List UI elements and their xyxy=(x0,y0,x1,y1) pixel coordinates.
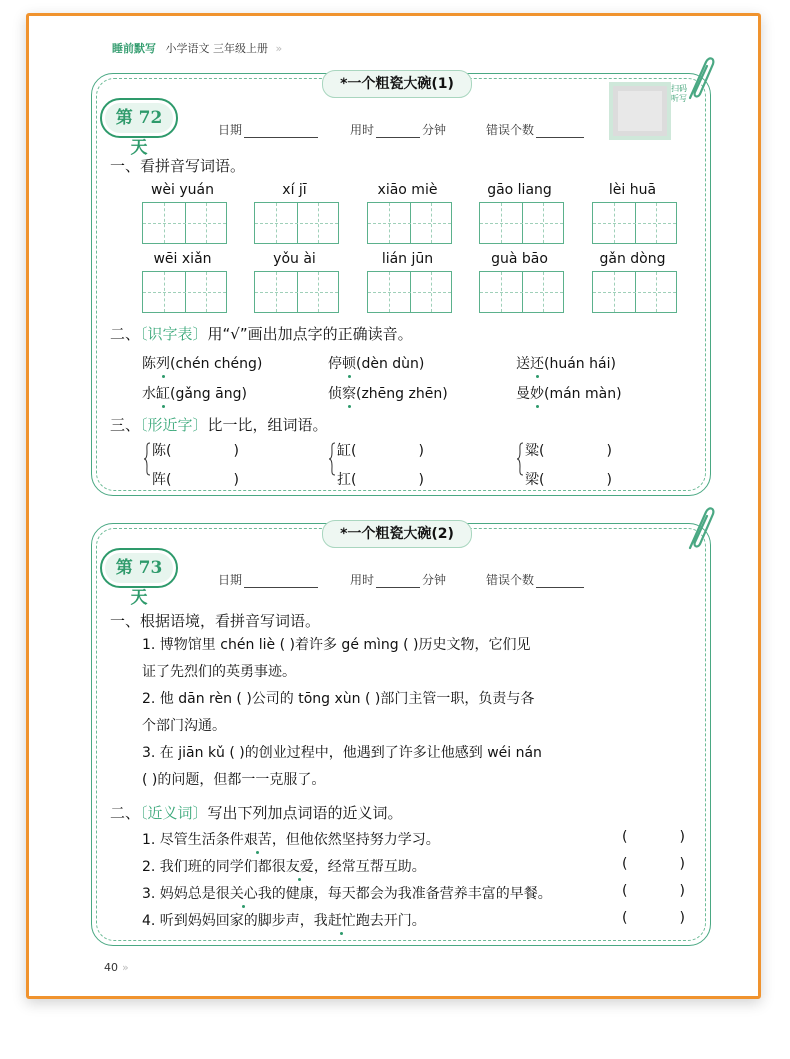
answer-blank[interactable]: ( ) xyxy=(622,910,685,926)
lesson-title: *一个粗瓷大碗(1) xyxy=(322,70,472,98)
section-1-heading: 一、看拼音写词语。 xyxy=(110,157,246,175)
context-sentence: 个部门沟通。 xyxy=(142,718,226,734)
paperclip-icon xyxy=(680,504,716,552)
page-number: 40 » xyxy=(104,961,129,974)
paperclip-icon xyxy=(680,54,716,102)
synonym-item: 1. 尽管生活条件艰苦，但他依然坚持努力学习。 xyxy=(142,829,440,849)
time-field[interactable]: 用时 分钟 xyxy=(350,123,447,137)
pinyin-label: xiāo miè xyxy=(377,182,438,198)
synonym-item: 4. 听到妈妈回家的脚步声，我赶忙跑去开门。 xyxy=(142,910,426,930)
qr-code-icon[interactable] xyxy=(609,82,671,140)
section-3-heading: 三、〔形近字〕比一比，组词语。 xyxy=(110,416,328,434)
pinyin-label: gǎn dòng xyxy=(599,251,666,267)
day72-card xyxy=(91,73,711,496)
writing-grid[interactable] xyxy=(254,202,339,244)
date-field[interactable]: 日期 xyxy=(218,121,318,138)
pinyin-label: xí jī xyxy=(282,182,307,198)
writing-grid[interactable] xyxy=(479,202,564,244)
pinyin-label: gāo liang xyxy=(487,182,552,198)
brace-icon xyxy=(328,442,336,476)
section-2-heading: 二、〔近义词〕写出下列加点词语的近义词。 xyxy=(110,804,403,822)
writing-grid[interactable] xyxy=(367,271,452,313)
pronunciation-item[interactable]: 水缸(gǎng āng) xyxy=(142,383,247,403)
section-1-heading: 一、根据语境，看拼音写词语。 xyxy=(110,612,321,630)
pinyin-label: lián jūn xyxy=(381,251,434,267)
context-sentence[interactable]: 3. 在 jiān kǔ ( )的创业过程中，他遇到了许多让他感到 wéi nán xyxy=(142,745,542,761)
char-pair-item[interactable]: 阵( ) xyxy=(152,472,239,488)
context-sentence[interactable]: 2. 他 dān rèn ( )公司的 tōng xùn ( )部门主管一职，负责与各 xyxy=(142,691,535,707)
pronunciation-item[interactable]: 侦察(zhēng zhēn) xyxy=(328,383,448,403)
pinyin-label: guà bāo xyxy=(491,251,548,267)
section-2-heading: 二、〔识字表〕用“√”画出加点字的正确读音。 xyxy=(110,325,413,343)
answer-blank[interactable]: ( ) xyxy=(622,883,685,899)
pinyin-label: lèi huā xyxy=(608,182,657,198)
answer-blank[interactable]: ( ) xyxy=(622,829,685,845)
subject-label: 小学语文 三年级上册 xyxy=(165,42,268,55)
page-arrows-icon: » xyxy=(122,961,129,974)
char-pair-item[interactable]: 梁( ) xyxy=(525,472,612,488)
series-name: 睡前默写 xyxy=(112,42,156,55)
pinyin-label: wēi xiǎn xyxy=(153,251,212,267)
day-badge: 第 73 天 xyxy=(100,548,178,588)
error-count-field[interactable]: 错误个数 xyxy=(486,121,584,138)
writing-grid[interactable] xyxy=(592,271,677,313)
pinyin-label: yǒu ài xyxy=(273,251,316,267)
pinyin-label: wèi yuán xyxy=(150,182,214,198)
brace-icon xyxy=(516,442,524,476)
writing-grid[interactable] xyxy=(592,202,677,244)
header-arrows-icon: » xyxy=(275,42,283,55)
page-header xyxy=(112,40,282,56)
date-field[interactable]: 日期 xyxy=(218,571,318,588)
context-sentence[interactable]: 1. 博物馆里 chén liè ( )着许多 gé mìng ( )历史文物，它们见 xyxy=(142,637,531,653)
brace-icon xyxy=(143,442,151,476)
writing-grid[interactable] xyxy=(479,271,564,313)
context-sentence: 证了先烈们的英勇事迹。 xyxy=(142,664,296,680)
lesson-title: *一个粗瓷大碗(2) xyxy=(322,520,472,548)
char-pair-item[interactable]: 粱( ) xyxy=(525,443,612,459)
day73-card xyxy=(91,523,711,946)
answer-blank[interactable]: ( ) xyxy=(622,856,685,872)
pronunciation-item[interactable]: 停顿(dèn dùn) xyxy=(328,353,424,373)
writing-grid[interactable] xyxy=(367,202,452,244)
char-pair-item[interactable]: 缸( ) xyxy=(337,443,424,459)
context-sentence[interactable]: ( )的问题，但都一一克服了。 xyxy=(142,772,326,788)
synonym-item: 3. 妈妈总是很关心我的健康，每天都会为我准备营养丰富的早餐。 xyxy=(142,883,552,903)
pronunciation-item[interactable]: 曼妙(mán màn) xyxy=(516,383,622,403)
pronunciation-item[interactable]: 陈列(chén chéng) xyxy=(142,353,262,373)
char-pair-item[interactable]: 陈( ) xyxy=(152,443,239,459)
writing-grid[interactable] xyxy=(142,271,227,313)
error-count-field[interactable]: 错误个数 xyxy=(486,571,584,588)
time-field[interactable]: 用时 分钟 xyxy=(350,573,447,587)
writing-grid[interactable] xyxy=(254,271,339,313)
qr-label: 扫码听写 xyxy=(671,84,687,103)
char-pair-item[interactable]: 扛( ) xyxy=(337,472,424,488)
day-badge: 第 72 天 xyxy=(100,98,178,138)
writing-grid[interactable] xyxy=(142,202,227,244)
pronunciation-item[interactable]: 送还(huán hái) xyxy=(516,353,616,373)
synonym-item: 2. 我们班的同学们都很友爱，经常互帮互助。 xyxy=(142,856,426,876)
